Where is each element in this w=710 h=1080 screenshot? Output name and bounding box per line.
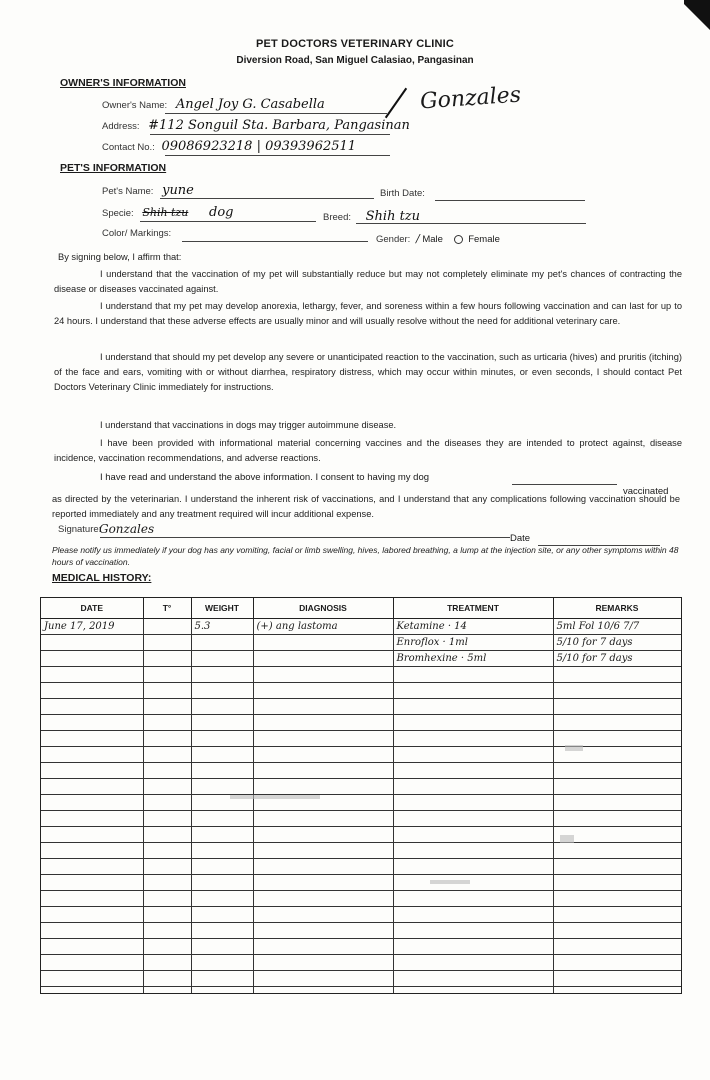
table-row <box>41 891 681 907</box>
medical-history-table <box>40 597 682 994</box>
table-cell[interactable] <box>41 971 143 987</box>
owner-address-value[interactable]: #112 Songuil Sta. Barbara, Pangasinan <box>148 118 410 133</box>
table-row <box>41 875 681 891</box>
specie-line <box>140 221 316 222</box>
table-cell[interactable] <box>191 827 253 843</box>
table-cell[interactable] <box>143 683 191 699</box>
table-cell[interactable] <box>143 955 191 971</box>
table-cell[interactable] <box>253 827 393 843</box>
table-cell[interactable] <box>191 955 253 971</box>
table-cell[interactable] <box>253 939 393 955</box>
table-cell[interactable] <box>41 939 143 955</box>
table-cell[interactable] <box>143 715 191 731</box>
table-cell[interactable] <box>143 795 191 811</box>
table-cell[interactable] <box>393 795 553 811</box>
pet-section-title: PET'S INFORMATION <box>60 162 167 174</box>
table-row <box>41 923 681 939</box>
table-row <box>41 779 681 795</box>
table-cell[interactable] <box>393 811 553 827</box>
scan-edge-shadow <box>684 0 710 40</box>
table-cell[interactable] <box>191 635 253 651</box>
col-date-header: DATE <box>41 598 143 619</box>
table-cell[interactable] <box>143 667 191 683</box>
table-cell[interactable]: 5.3 <box>191 619 253 635</box>
col-treatment-header: TREATMENT <box>393 598 553 619</box>
table-cell[interactable] <box>393 859 553 875</box>
table-row <box>41 827 681 843</box>
table-cell[interactable] <box>143 731 191 747</box>
consent-paragraph-6: I have read and understand the above information. I consent to having my dog <box>100 472 430 483</box>
signature-label: Signature: <box>58 524 102 535</box>
specie-label: Specie: <box>102 208 134 219</box>
table-cell[interactable] <box>553 811 681 827</box>
table-cell[interactable] <box>191 651 253 667</box>
table-cell[interactable] <box>253 907 393 923</box>
table-row <box>41 747 681 763</box>
color-line <box>182 241 368 242</box>
table-row <box>41 683 681 699</box>
table-cell[interactable] <box>41 763 143 779</box>
table-cell[interactable] <box>191 715 253 731</box>
birth-date-line <box>435 200 585 201</box>
col-weight-header: WEIGHT <box>191 598 253 619</box>
color-label: Color/ Markings: <box>102 228 172 239</box>
owner-address-line <box>150 134 390 135</box>
table-cell[interactable] <box>143 827 191 843</box>
table-cell[interactable]: Ketamine · 14 <box>393 619 553 635</box>
table-cell[interactable] <box>143 747 191 763</box>
table-cell[interactable] <box>191 763 253 779</box>
table-cell[interactable]: Bromhexine · 5ml <box>393 651 553 667</box>
table-cell[interactable] <box>41 795 143 811</box>
table-cell[interactable] <box>553 795 681 811</box>
table-cell[interactable] <box>41 667 143 683</box>
table-cell[interactable] <box>553 843 681 859</box>
gender-label: Gender: <box>376 234 411 245</box>
owner-name-value[interactable]: Angel Joy G. Casabella <box>175 97 325 112</box>
table-cell[interactable] <box>253 683 393 699</box>
scan-speck <box>230 795 320 799</box>
table-cell[interactable] <box>553 715 681 731</box>
table-cell[interactable] <box>553 763 681 779</box>
consent-paragraph-3: I understand that should my pet develop any severe or unanticipated reaction to the vaccination, such as urticaria (hives) and pruritis (itching) of the face and ears, vomiting with or without diarrhea, respiratory distress, which may occur within minutes, or even seconds, I should contact Pet Doctors Veterinary Clinic immediately for instructions. <box>54 352 682 392</box>
table-cell[interactable] <box>393 731 553 747</box>
table-cell[interactable] <box>41 651 143 667</box>
birth-date-row <box>380 188 428 199</box>
consent-intro: By signing below, I affirm that: <box>58 252 182 262</box>
table-cell[interactable] <box>191 699 253 715</box>
table-cell[interactable] <box>253 699 393 715</box>
table-cell[interactable] <box>143 875 191 891</box>
owner-name-line <box>165 113 387 114</box>
owner-address-row <box>102 118 410 133</box>
table-cell[interactable] <box>143 811 191 827</box>
owner-signature: Gonzales <box>419 82 522 115</box>
consent-paragraph-7: as directed by the veterinarian. I understand the inherent risk of vaccinations, and I understand that any complications following vaccination should be reported immediately and any treatment required will incur additional expense. <box>52 494 680 519</box>
table-cell[interactable]: June 17, 2019 <box>41 619 143 635</box>
table-cell[interactable] <box>191 923 253 939</box>
table-cell[interactable] <box>41 923 143 939</box>
consent-paragraph-4: I understand that vaccinations in dogs may trigger autoimmune disease. <box>100 420 397 430</box>
table-cell[interactable] <box>393 779 553 795</box>
table-cell[interactable] <box>41 907 143 923</box>
table-cell[interactable] <box>191 683 253 699</box>
table-cell[interactable] <box>393 667 553 683</box>
breed-value[interactable]: Shih tzu <box>365 209 421 224</box>
table-row <box>41 795 681 811</box>
col-remarks-header: REMARKS <box>553 598 681 619</box>
owner-name-row <box>102 97 325 112</box>
table-cell[interactable] <box>191 667 253 683</box>
table-cell[interactable] <box>41 955 143 971</box>
table-cell[interactable] <box>191 939 253 955</box>
table-cell[interactable] <box>553 667 681 683</box>
table-row <box>41 955 681 971</box>
table-cell[interactable] <box>143 923 191 939</box>
form-header <box>0 38 710 66</box>
table-cell[interactable] <box>253 923 393 939</box>
table-cell[interactable] <box>143 843 191 859</box>
table-cell[interactable] <box>393 891 553 907</box>
table-cell[interactable] <box>191 907 253 923</box>
table-cell[interactable] <box>393 715 553 731</box>
table-cell[interactable] <box>143 971 191 987</box>
table-row <box>41 651 681 667</box>
table-cell[interactable] <box>143 859 191 875</box>
table-cell[interactable] <box>553 699 681 715</box>
scan-speck <box>560 835 574 843</box>
signature-value[interactable]: Gonzales <box>99 522 155 536</box>
table-cell[interactable] <box>191 875 253 891</box>
table-cell[interactable] <box>41 635 143 651</box>
table-cell[interactable] <box>393 971 553 987</box>
table-cell[interactable] <box>41 891 143 907</box>
table-cell[interactable] <box>553 891 681 907</box>
table-header-row <box>41 598 681 619</box>
table-cell[interactable] <box>191 971 253 987</box>
table-cell[interactable] <box>253 747 393 763</box>
table-cell[interactable] <box>253 635 393 651</box>
table-cell[interactable] <box>393 763 553 779</box>
table-row <box>41 619 681 635</box>
owner-address-label: Address: <box>102 121 140 132</box>
gender-female-option[interactable]: Female <box>468 234 500 245</box>
table-cell[interactable] <box>393 939 553 955</box>
col-diagnosis-header: DIAGNOSIS <box>253 598 393 619</box>
table-cell[interactable] <box>41 827 143 843</box>
table-cell[interactable] <box>41 715 143 731</box>
table-cell[interactable] <box>143 619 191 635</box>
table-cell[interactable] <box>143 651 191 667</box>
specie-value[interactable]: dog <box>209 205 234 220</box>
table-row <box>41 667 681 683</box>
table-cell[interactable] <box>41 699 143 715</box>
table-cell[interactable] <box>253 971 393 987</box>
table-cell[interactable] <box>393 827 553 843</box>
table-cell[interactable] <box>41 731 143 747</box>
table-cell[interactable]: 5/10 for 7 days <box>553 651 681 667</box>
table-cell[interactable] <box>191 891 253 907</box>
breed-row <box>323 209 420 224</box>
gender-row <box>376 232 500 245</box>
table-row <box>41 763 681 779</box>
table-cell[interactable] <box>553 859 681 875</box>
table-row <box>41 859 681 875</box>
table-cell[interactable] <box>553 987 681 995</box>
table-cell[interactable] <box>393 875 553 891</box>
birth-date-label: Birth Date: <box>380 188 425 199</box>
aftercare-note: Please notify us immediately if your dog has any vomiting, facial or limb swelling, hives, labored breathing, a lump at the injection site, or any other symptoms within 48 hours of vaccination. <box>52 545 679 567</box>
color-row <box>102 228 174 239</box>
specie-row <box>102 205 233 220</box>
table-row <box>41 731 681 747</box>
table-cell[interactable] <box>253 955 393 971</box>
table-cell[interactable] <box>393 923 553 939</box>
table-cell[interactable] <box>553 955 681 971</box>
table-cell[interactable] <box>393 699 553 715</box>
scan-speck <box>430 880 470 884</box>
owner-contact-label: Contact No.: <box>102 142 155 153</box>
table-cell[interactable] <box>553 683 681 699</box>
scan-speck <box>565 745 583 751</box>
table-cell[interactable] <box>41 987 143 995</box>
medical-history-title: MEDICAL HISTORY: <box>52 572 152 584</box>
table-cell[interactable] <box>253 891 393 907</box>
table-cell[interactable] <box>143 699 191 715</box>
table-cell[interactable] <box>41 811 143 827</box>
table-cell[interactable]: Enroflox · 1ml <box>393 635 553 651</box>
table-cell[interactable] <box>143 763 191 779</box>
gender-checkmark: / <box>415 232 420 245</box>
consent-paragraph-2: I understand that my pet may develop anorexia, lethargy, fever, and soreness within a few hours following vaccination and can last for up to 24 hours. I understand that these adverse effects are usually minor and will usually resolve without the need for additional veterinary care. <box>54 301 682 326</box>
table-cell[interactable] <box>253 859 393 875</box>
table-row <box>41 715 681 731</box>
signature-row <box>58 524 101 535</box>
table-cell[interactable] <box>253 731 393 747</box>
table-cell[interactable] <box>191 859 253 875</box>
table-cell[interactable] <box>143 779 191 795</box>
clinic-address: Diversion Road, San Miguel Calasiao, Pangasinan <box>236 55 474 66</box>
table-cell[interactable]: (+) ang lastoma <box>253 619 393 635</box>
table-cell[interactable] <box>191 731 253 747</box>
table-cell[interactable] <box>143 987 191 995</box>
breed-line <box>356 223 586 224</box>
consent-dog-row <box>100 472 429 483</box>
table-cell[interactable] <box>191 811 253 827</box>
table-cell[interactable]: 5/10 for 7 days <box>553 635 681 651</box>
table-cell[interactable] <box>41 747 143 763</box>
table-cell[interactable]: 5ml Fol 10/6 7/7 <box>553 619 681 635</box>
table-row <box>41 907 681 923</box>
owner-section-title: OWNER'S INFORMATION <box>60 77 186 89</box>
owner-contact-row <box>102 139 356 154</box>
consent-paragraph-5: I have been provided with informational material concerning vaccines and the diseases they are intended to protect against, disease incidence, vaccination recommendations, and adverse reactions. <box>54 438 682 463</box>
table-cell[interactable] <box>253 875 393 891</box>
date-label: Date <box>510 533 531 544</box>
table-cell[interactable] <box>143 891 191 907</box>
table-cell[interactable] <box>553 907 681 923</box>
gender-female-radio[interactable] <box>454 235 463 244</box>
table-cell[interactable] <box>253 651 393 667</box>
table-cell[interactable] <box>553 779 681 795</box>
table-cell[interactable] <box>41 843 143 859</box>
table-cell[interactable] <box>41 683 143 699</box>
owner-contact-value[interactable]: 09086923218 | 09393962511 <box>161 139 357 154</box>
table-cell[interactable] <box>253 843 393 859</box>
table-cell[interactable] <box>393 955 553 971</box>
pet-name-line <box>160 198 374 199</box>
dog-name-line <box>512 484 617 485</box>
table-cell[interactable] <box>553 875 681 891</box>
col-temp-header: T° <box>143 598 191 619</box>
table-cell[interactable] <box>393 747 553 763</box>
table-cell[interactable] <box>41 779 143 795</box>
gender-male-option[interactable]: Male <box>422 234 443 245</box>
table-row <box>41 843 681 859</box>
pet-name-row <box>102 183 194 198</box>
table-cell[interactable] <box>143 939 191 955</box>
table-cell[interactable] <box>393 683 553 699</box>
table-cell[interactable] <box>191 747 253 763</box>
table-cell[interactable] <box>191 779 253 795</box>
table-row <box>41 939 681 955</box>
clinic-name: PET DOCTORS VETERINARY CLINIC <box>255 38 455 50</box>
table-cell[interactable] <box>253 667 393 683</box>
table-row <box>41 635 681 651</box>
table-cell[interactable] <box>253 779 393 795</box>
table-cell[interactable] <box>393 843 553 859</box>
table-cell[interactable] <box>393 987 553 995</box>
breed-label: Breed: <box>323 212 351 223</box>
table-cell[interactable] <box>553 939 681 955</box>
table-cell[interactable] <box>253 811 393 827</box>
date-row <box>510 533 530 544</box>
table-cell[interactable] <box>143 635 191 651</box>
table-row <box>41 811 681 827</box>
table-row <box>41 699 681 715</box>
table-cell[interactable] <box>253 763 393 779</box>
table-cell[interactable] <box>553 971 681 987</box>
specie-crossed-value: Shih tzu <box>142 206 189 219</box>
table-cell[interactable] <box>253 715 393 731</box>
vaccinated-word: vaccinated <box>623 486 669 497</box>
table-cell[interactable] <box>393 907 553 923</box>
table-cell[interactable] <box>191 987 253 995</box>
table-cell[interactable] <box>553 923 681 939</box>
consent-paragraph-1: I understand that the vaccination of my pet will substantially reduce but may not completely eliminate my pet's chances of contracting the disease or diseases vaccinated against. <box>54 269 682 294</box>
pet-name-label: Pet's Name: <box>102 186 154 197</box>
table-row <box>41 987 681 995</box>
table-cell[interactable] <box>143 907 191 923</box>
owner-contact-line <box>165 155 390 156</box>
table-cell[interactable] <box>41 859 143 875</box>
signature-line <box>100 537 510 538</box>
table-cell[interactable] <box>41 875 143 891</box>
table-row <box>41 971 681 987</box>
pet-name-value[interactable]: yune <box>162 183 194 198</box>
owner-name-label: Owner's Name: <box>102 100 168 111</box>
table-cell[interactable] <box>253 987 393 995</box>
signature-slash <box>385 88 407 119</box>
table-cell[interactable] <box>191 843 253 859</box>
